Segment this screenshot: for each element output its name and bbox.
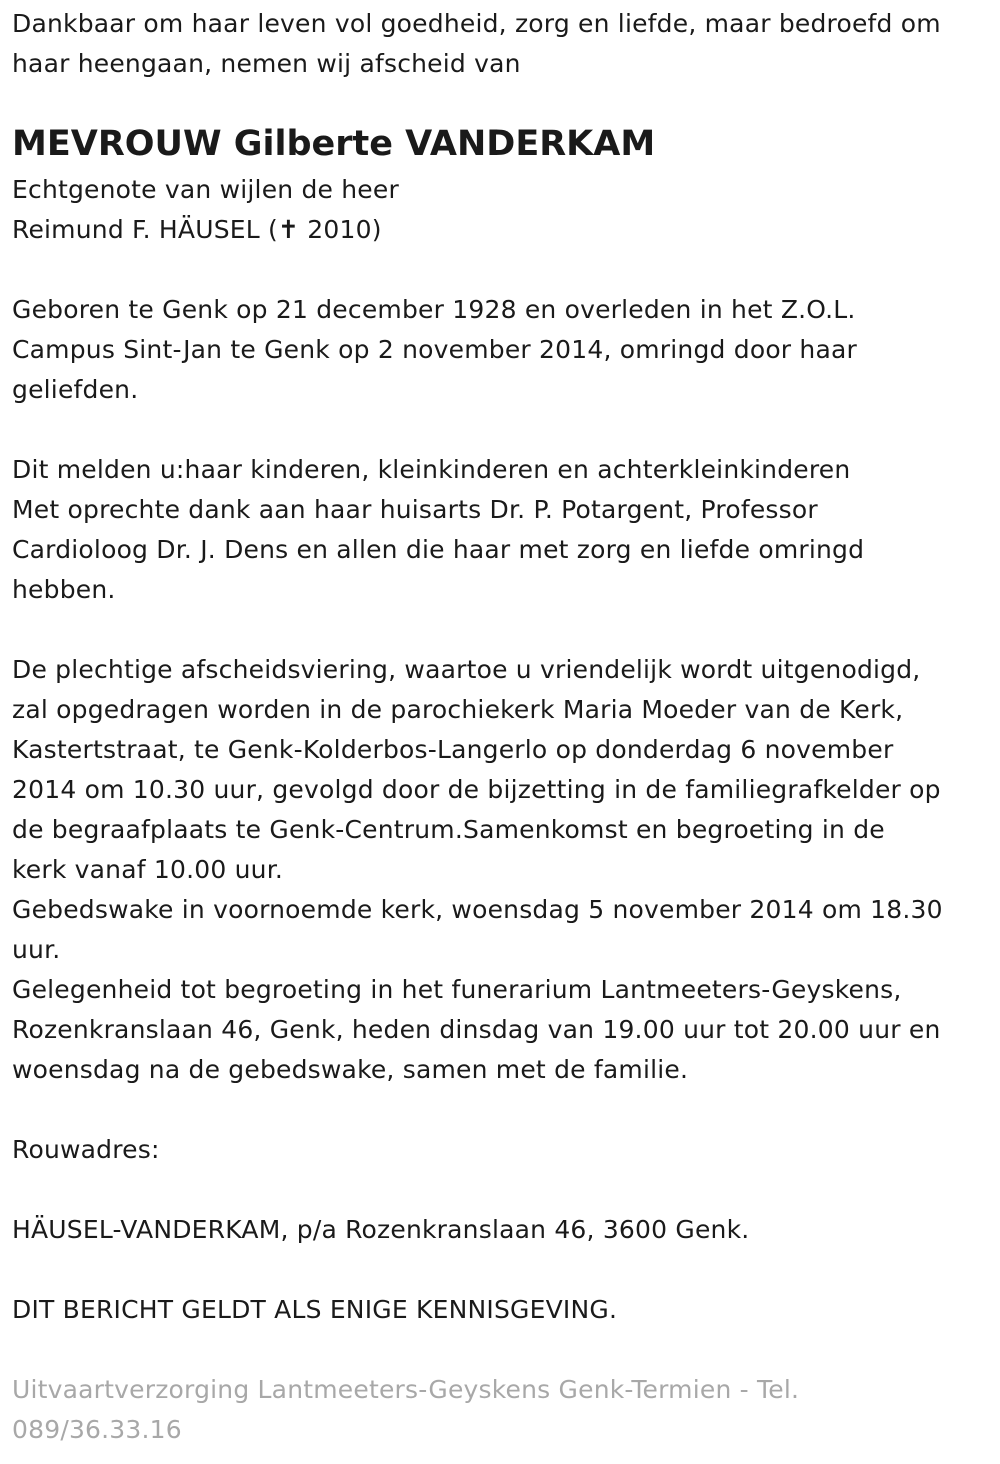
mourning-address: HÄUSEL-VANDERKAM, p/a Rozenkranslaan 46, 3600 Genk.	[12, 1215, 750, 1244]
announcement-line: hebben.	[12, 575, 116, 604]
spacer	[12, 410, 988, 450]
announcement-line: Dit melden u:haar kinderen, kleinkinderen en achterkleinkinderen	[12, 455, 851, 484]
spacer	[12, 1250, 988, 1290]
funeral-home-footer	[12, 1370, 988, 1450]
spacer	[12, 1170, 988, 1210]
spacer	[12, 1090, 988, 1130]
ceremony-paragraph	[12, 650, 988, 1090]
ceremony-line: 2014 om 10.30 uur, gevolgd door de bijzetting in de familiegrafkelder op	[12, 775, 941, 804]
intro-line: haar heengaan, nemen wij afscheid van	[12, 49, 521, 78]
announcement-line: Cardioloog Dr. J. Dens en allen die haar met zorg en liefde omringd	[12, 535, 865, 564]
birth-death-line: Geboren te Genk op 21 december 1928 en overleden in het Z.O.L.	[12, 295, 856, 324]
spouse-block	[12, 170, 988, 250]
ceremony-line: Gebedswake in voornoemde kerk, woensdag 5 november 2014 om 18.30	[12, 895, 943, 924]
intro-paragraph	[12, 4, 988, 84]
ceremony-line: De plechtige afscheidsviering, waartoe u vriendelijk wordt uitgenodigd,	[12, 655, 921, 684]
footer-line: Uitvaartverzorging Lantmeeters-Geyskens Genk-Termien - Tel.	[12, 1375, 800, 1404]
ceremony-line: de begraafplaats te Genk-Centrum.Samenkomst en begroeting in de	[12, 815, 885, 844]
intro-line: Dankbaar om haar leven vol goedheid, zorg en liefde, maar bedroefd om	[12, 9, 941, 38]
spacer	[12, 610, 988, 650]
announcement-paragraph	[12, 450, 988, 610]
deceased-name: MEVROUW Gilberte VANDERKAM	[12, 124, 656, 164]
ceremony-line: kerk vanaf 10.00 uur.	[12, 855, 284, 884]
birth-death-line: Campus Sint-Jan te Genk op 2 november 2014, omringd door haar	[12, 335, 858, 364]
birth-death-paragraph	[12, 290, 988, 410]
ceremony-line: Gelegenheid tot begroeting in het funerarium Lantmeeters-Geyskens,	[12, 975, 902, 1004]
ceremony-line: Kastertstraat, te Genk-Kolderbos-Langerlo op donderdag 6 november	[12, 735, 894, 764]
mourning-address-label: Rouwadres:	[12, 1135, 160, 1164]
ceremony-line: woensdag na de gebedswake, samen met de familie.	[12, 1055, 689, 1084]
footer-line: 089/36.33.16	[12, 1415, 182, 1444]
spouse-line: Reimund F. HÄUSEL (✝ 2010)	[12, 215, 382, 244]
announcement-line: Met oprechte dank aan haar huisarts Dr. P. Potargent, Professor	[12, 495, 818, 524]
ceremony-line: zal opgedragen worden in de parochiekerk Maria Moeder van de Kerk,	[12, 695, 904, 724]
ceremony-line: Rozenkranslaan 46, Genk, heden dinsdag van 19.00 uur tot 20.00 uur en	[12, 1015, 941, 1044]
notice-text: DIT BERICHT GELDT ALS ENIGE KENNISGEVING.	[12, 1295, 618, 1324]
spouse-line: Echtgenote van wijlen de heer	[12, 175, 399, 204]
ceremony-line: uur.	[12, 935, 61, 964]
spacer	[12, 250, 988, 290]
birth-death-line: geliefden.	[12, 375, 139, 404]
spacer	[12, 1330, 988, 1370]
